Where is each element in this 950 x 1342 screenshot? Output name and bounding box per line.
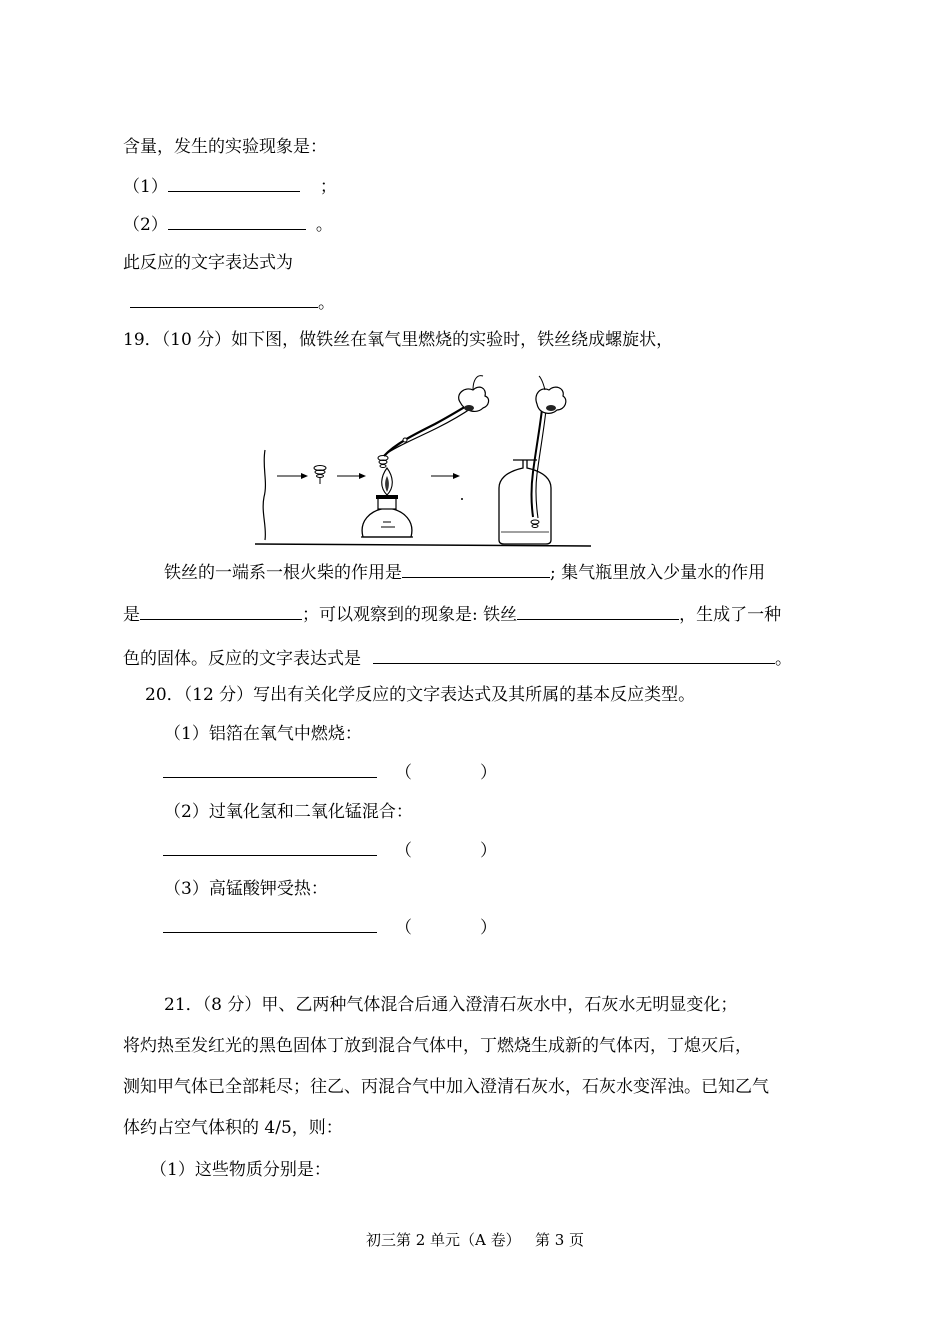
- q20-item1-answer: [163, 760, 497, 784]
- q18-expr: [130, 290, 335, 314]
- q19-match-blank[interactable]: [402, 560, 550, 578]
- q19-p1: [164, 560, 765, 584]
- q18-item1-blank[interactable]: [168, 174, 300, 192]
- hand-icon: [536, 376, 566, 413]
- q21-line1: 21．（8 分）甲、乙两种气体混合后通入澄清石灰水中，石灰水无明显变化；: [164, 995, 738, 1015]
- q19-p3: [123, 646, 792, 670]
- iron-wire-burning-figure: [255, 372, 595, 552]
- arrow-icon: [431, 473, 460, 479]
- q19-p1-text2: ; 集气瓶里放入少量水的作用: [550, 563, 766, 583]
- q20-item2-label: （2）过氧化氢和二氧化锰混合：: [164, 802, 413, 822]
- q21-line4: 体约占空气体积的 4/5，则：: [123, 1118, 343, 1138]
- experiment-diagram: [255, 372, 595, 552]
- tongs-icon: [384, 402, 473, 456]
- q19-phenomenon-blank[interactable]: [517, 602, 679, 620]
- q20-item1-type[interactable]: （ ）: [395, 763, 497, 783]
- footer-unit: 初三第 2 单元（A 卷）: [365, 1231, 521, 1249]
- q20-item3-type[interactable]: （ ）: [395, 918, 497, 938]
- hand-icon: [459, 376, 489, 412]
- q21-line2: 将灼热至发红光的黑色固体丁放到混合气体中，丁燃烧生成新的气体丙，丁熄灭后，: [123, 1036, 752, 1056]
- q20-item1-label: （1）铝箔在氧气中燃烧：: [164, 724, 362, 744]
- q19-p2-text2: ；可以观察到的现象是: 铁丝: [302, 605, 518, 625]
- arrow-icon: [337, 473, 366, 479]
- alcohol-lamp-icon: [361, 468, 413, 537]
- q18-expr-end: 。: [318, 293, 335, 313]
- iron-wire-spiral-icon: [314, 466, 326, 485]
- q18-item2-label: （2）: [123, 215, 168, 235]
- gas-bottle-icon: [499, 460, 551, 544]
- q20-item3-blank[interactable]: [163, 915, 377, 933]
- q18-item2-blank[interactable]: [168, 212, 306, 230]
- page-footer: [0, 1230, 950, 1250]
- q19-p3-end: 。: [775, 649, 792, 669]
- iron-wire-spiral-icon: [378, 456, 388, 468]
- q19-p3-text: 色的固体。反应的文字表达式是: [123, 649, 361, 669]
- q18-expr-label: 此反应的文字表达式为: [123, 253, 293, 273]
- q18-line1: 含量，发生的实验现象是：: [123, 137, 327, 157]
- q18-item1-label: （1）: [123, 177, 168, 197]
- boundary-line: [263, 450, 265, 540]
- q20-item3-label: （3）高锰酸钾受热：: [164, 879, 328, 899]
- q20-item1-blank[interactable]: [163, 760, 377, 778]
- q18-item1: [123, 174, 337, 198]
- q19-p1-text: 铁丝的一端系一根火柴的作用是: [164, 563, 402, 583]
- q18-item2-end: 。: [315, 215, 333, 235]
- q19-water-blank[interactable]: [140, 602, 302, 620]
- q18-item1-end: ；: [319, 177, 337, 197]
- q20-item2-answer: [163, 838, 497, 862]
- footer-page-number: 第 3 页: [534, 1231, 585, 1249]
- q21-line5: （1）这些物质分别是：: [150, 1160, 331, 1180]
- q18-expr-blank[interactable]: [130, 290, 318, 308]
- q20-item3-answer: [163, 915, 497, 939]
- q19-p2-text: 是: [123, 605, 140, 625]
- q20-item2-blank[interactable]: [163, 838, 377, 856]
- q21-line3: 测知甲气体已全部耗尽；往乙、丙混合气中加入澄清石灰水，石灰水变浑浊。已知乙气: [123, 1077, 769, 1097]
- q19-p2: [123, 602, 781, 626]
- arrow-icon: [277, 473, 308, 479]
- q19-title: 19．（10 分）如下图，做铁丝在氧气里燃烧的实验时，铁丝绕成螺旋状，: [123, 330, 674, 350]
- q19-p2-text3: ，生成了一种: [679, 605, 782, 625]
- q20-item2-type[interactable]: （ ）: [395, 841, 497, 861]
- q20-title: 20．（12 分）写出有关化学反应的文字表达式及其所属的基本反应类型。: [145, 685, 696, 705]
- q19-expr-blank[interactable]: [373, 646, 775, 664]
- q18-item2: [123, 212, 333, 236]
